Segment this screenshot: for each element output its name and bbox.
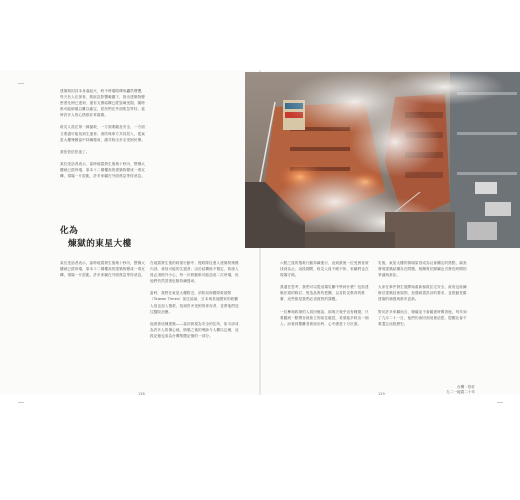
collapsed-building-photo: [245, 72, 520, 248]
paragraph: 我還在思考，我們可以從這場災難中學到什麼？包括建築法規的修訂、營造品質的把關，以及防災教育的推廣，這些都是我們必須面對的課題。: [280, 285, 369, 302]
paragraph: 當時，我們在東星大樓附近，消防局與國際救援隊（Taiwan Times）前往協助，日本與其他國家的救難人員也加入搜救，找到許多受困的倖存者，並將他們送往醫院治療。: [150, 291, 239, 314]
fire-scene-illustration: [245, 72, 520, 248]
paragraph: 大家在事件發生後開始重新檢視住宅安全，政府也陸續修訂建築技術規則，加強耐震設計的要求，並推動老舊建築的補強與都市更新。: [378, 285, 467, 302]
page-number-left: 128: [138, 392, 145, 396]
crop-mark-bottom-left: [18, 402, 24, 409]
paragraph: 一位參與救援的人員回憶說，那幾天幾乎沒有睡覺，只要聽到一點聲音就會立刻前往確認，希望能多救出一個人；而看到罹難者被抬出時，心中總是十分沉重。: [280, 309, 369, 326]
paragraph: 某位受訪者表示，當時地震發生後幾十秒內，整棟大樓就已經坍塌，原本十二層樓高的建築物變成一堆瓦礫，現場一片混亂，許多家屬在外面焦急等待消息。: [60, 261, 145, 278]
heading-line-1: 化為: [60, 226, 79, 236]
paragraph: 建築物因其本身處起火，時不時塌陷傳來轟然聲響，每天有人在探查，熱區及影響範圍下，指出建築物變密度比例已達到，還有支撐結構已經毀壞受損，隨時都可能倒塌且難以確定，居民們在外面焦急等待，當時許多人的心情都非常複雜。: [60, 89, 145, 118]
running-head-line-2: 九二一地震二十年: [446, 390, 475, 394]
paragraph: 某位受訪者表示，當時地震發生後幾十秒內，整棟大樓就已經坍塌，原本十二層樓高的建築物變成一堆瓦礫，現場一片混亂，許多家屬在外面焦急等待消息。: [60, 161, 145, 179]
paragraph: 我依依依依夜了。: [60, 149, 90, 154]
page-number-right: 129: [378, 392, 385, 396]
right-column-2: [378, 260, 470, 333]
paragraph: 救災人員在第一線搶救，一方面要顧及安全，一方面又要盡可能找到生還者；消防與軍方共同投入，從東星大樓殘骸當中持續搜尋，總共救出多名受困民眾。: [60, 125, 145, 142]
left-column-2: [150, 260, 240, 345]
running-head-line-1: 台灣・你好: [457, 385, 475, 389]
running-head: [445, 385, 475, 395]
paragraph: 在地震發生後的救援行動中，搜救隊伍進入建築物殘骸內部，尋找可能的生還者；由於結構極不穩定，救援人員必須格外小心，每一次移動都可能造成二次坍塌，但他們仍然冒著危險持續搜尋。: [150, 261, 239, 284]
heading-line-2: 煉獄的東星大樓: [68, 239, 132, 249]
left-column-1-lower: [60, 260, 145, 284]
paragraph: 六點之後的搜救行動持續進行，直到最後一位受困者被找到為止；這段期間，救災人員不眠不休，家屬們也在現場守候。: [280, 261, 369, 278]
paragraph: 對於許多家屬而言，傷痛並不會隨著時間消逝，每年到了九月二十一日，他們仍會回到這裡追思，提醒社會不要遺忘這段歷史。: [378, 309, 467, 326]
paragraph: 他看著這棟建築——當初被視為安全的住所，如今卻成為許多人的傷心地，倒塌之後的殘跡令人難以忘懷，這段記憶也成為台灣集體記憶的一部分。: [150, 321, 239, 338]
chapter-heading: [60, 225, 132, 251]
crop-mark-bottom-right: [497, 402, 503, 409]
paragraph: 災後，東星大樓的倒塌原因成為社會關注的焦點，調查發現建築結構存在問題，相關責任歸屬也引發長時間的爭議與訴訟。: [378, 261, 467, 278]
crop-mark-top-left: [18, 77, 24, 84]
right-column-1: [280, 260, 372, 333]
left-column-1: [60, 88, 145, 185]
